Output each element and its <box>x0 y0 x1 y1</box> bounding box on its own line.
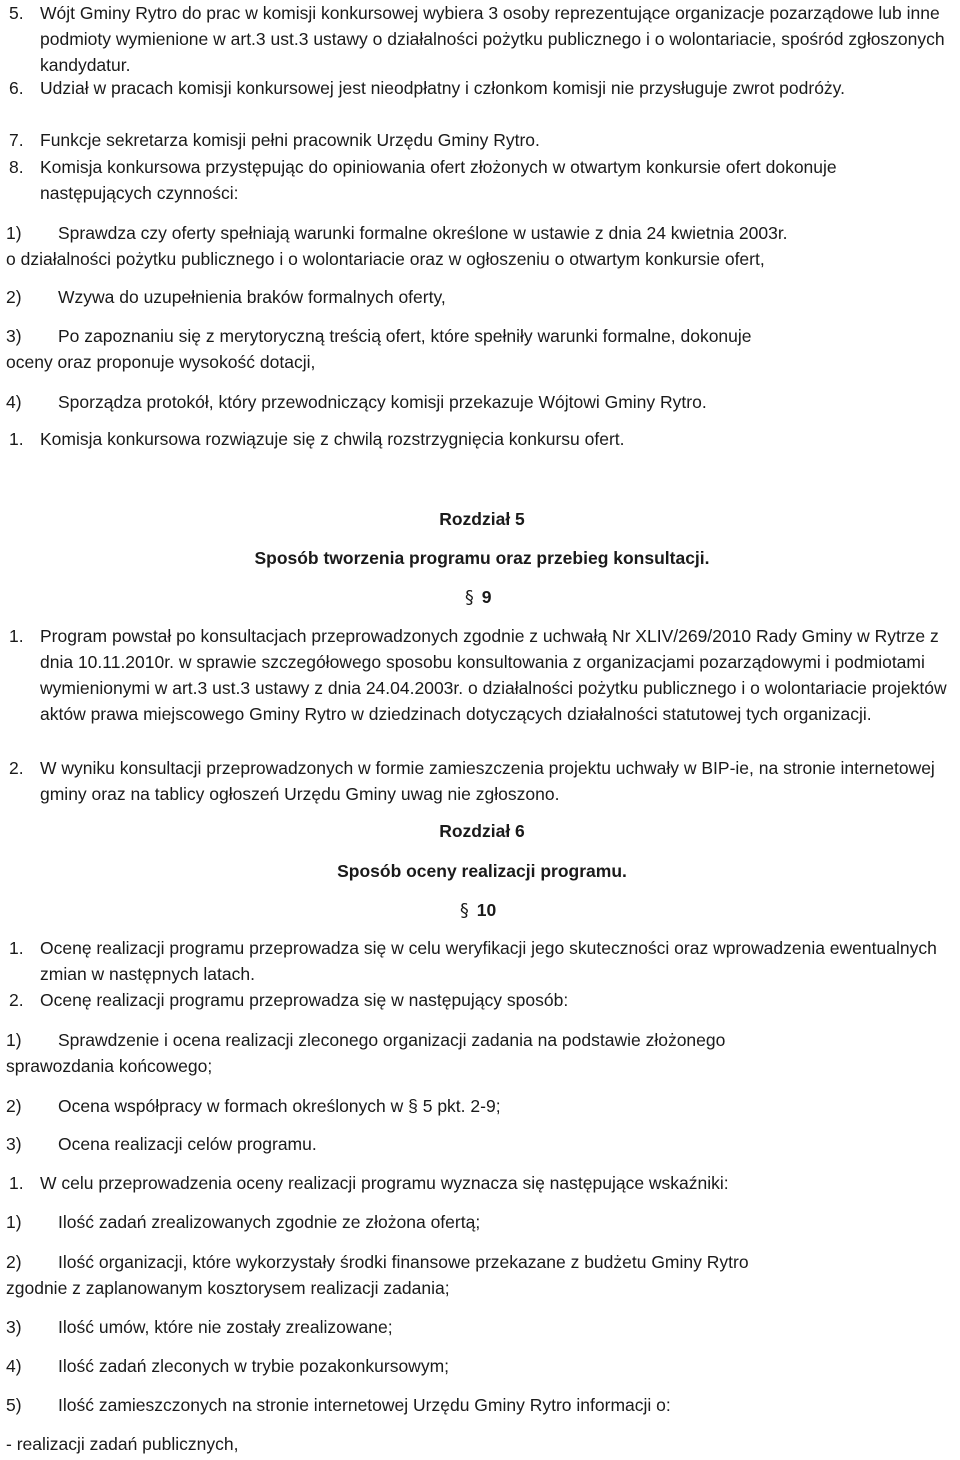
item-number: 5) <box>6 1395 22 1415</box>
item-text: Komisja konkursowa rozwiązuje się z chwilą rozstrzygnięcia konkursu ofert. <box>40 429 625 449</box>
item-number: 3) <box>6 1317 22 1337</box>
item-text-continuation: zgodnie z zaplanowanym kosztorysem realizacji zadania; <box>6 1278 450 1298</box>
item-text: Ilość organizacji, które wykorzystały środki finansowe przekazane z budżetu Gminy Rytro <box>58 1252 749 1272</box>
item-text: Wójt Gminy Rytro do prac w komisji konkursowej wybiera 3 osoby reprezentujące organizacje pozarządowe lub inne podmioty wymienione w art.3 ust.3 ustawy o działalności pożytku publicznego i o wolontariacie, spośród zgłoszonych kandydatur. <box>40 3 945 75</box>
item-text-continuation: sprawozdania końcowego; <box>6 1056 213 1076</box>
item-text: Ilość zadań zrealizowanych zgodnie ze złożona ofertą; <box>58 1212 481 1232</box>
section-symbol: § <box>460 901 469 921</box>
item-number: 8. <box>9 157 24 177</box>
item-number: 1. <box>9 429 24 449</box>
item-text: Sporządza protokół, który przewodniczący komisji przekazuje Wójtowi Gminy Rytro. <box>58 392 707 412</box>
item-text: Ilość zamieszczonych na stronie internetowej Urzędu Gminy Rytro informacji o: <box>58 1395 671 1415</box>
item-number: 2. <box>9 758 24 778</box>
chapter-6-heading: Rozdział 6 <box>439 821 525 841</box>
item-number: 2) <box>6 1096 22 1116</box>
item-number: 3) <box>6 326 22 346</box>
item-text-continuation: oceny oraz proponuje wysokość dotacji, <box>6 352 316 372</box>
section-10-marker <box>460 897 496 924</box>
item-number: 6. <box>9 78 24 98</box>
item-text: Ocenę realizacji programu przeprowadza się w następujący sposób: <box>40 990 569 1010</box>
item-number: 1) <box>6 223 22 243</box>
section-symbol: § <box>465 588 474 608</box>
item-number: 1) <box>6 1030 22 1050</box>
item-text: Ilość zadań zleconych w trybie pozakonkursowym; <box>58 1356 450 1376</box>
item-text: W wyniku konsultacji przeprowadzonych w formie zamieszczenia projektu uchwały w BIP-ie, na stronie internetowej gminy oraz na tablicy ogłoszeń Urzędu Gminy uwag nie zgłoszono. <box>40 758 935 804</box>
item-text: Po zapoznaniu się z merytoryczną treścią ofert, które spełniły warunki formalne, dokonuje <box>58 326 752 346</box>
chapter-5-heading: Rozdział 5 <box>439 509 525 529</box>
bullet-text: - realizacji zadań publicznych, <box>6 1434 239 1454</box>
item-number: 3) <box>6 1134 22 1154</box>
item-text: Komisja konkursowa przystępując do opiniowania ofert złożonych w otwartym konkursie ofert dokonuje następujących czynności: <box>40 157 837 203</box>
item-text: Udział w pracach komisji konkursowej jest nieodpłatny i członkom komisji nie przysługuje zwrot podróży. <box>40 78 845 98</box>
item-number: 7. <box>9 130 24 150</box>
section-9-marker <box>465 584 491 611</box>
item-text: W celu przeprowadzenia oceny realizacji programu wyznacza się następujące wskaźniki: <box>40 1173 729 1193</box>
item-number: 1. <box>9 626 24 646</box>
section-number: 9 <box>481 587 492 607</box>
item-text: Wzywa do uzupełnienia braków formalnych oferty, <box>58 287 446 307</box>
item-number: 2. <box>9 990 24 1010</box>
item-number: 1. <box>9 938 24 958</box>
item-text: Ocena realizacji celów programu. <box>58 1134 317 1154</box>
item-number: 2) <box>6 287 22 307</box>
item-number: 1) <box>6 1212 22 1232</box>
chapter-6-title: Sposób oceny realizacji programu. <box>337 861 627 881</box>
item-text: Sprawdza czy oferty spełniają warunki formalne określone w ustawie z dnia 24 kwietnia 2003r. <box>58 223 788 243</box>
section-number: 10 <box>476 900 497 920</box>
item-text: Ocenę realizacji programu przeprowadza się w celu weryfikacji jego skuteczności oraz wprowadzenia ewentualnych zmian w następnych latach. <box>40 938 937 984</box>
item-text: Program powstał po konsultacjach przeprowadzonych zgodnie z uchwałą Nr XLIV/269/2010 Rady Gminy w Rytrze z dnia 10.11.2010r. w sprawie szczegółowego sposobu konsultowania z organizacjami pozarządowymi i podmiotami wymienionymi w art.3 ust.3 ustawy z dnia 24.04.2003r. o działalności pożytku publicznego i o wolontariacie projektów aktów prawa miejscowego Gminy Rytro w dziedzinach dotyczących działalności statutowej tych organizacji. <box>40 626 947 724</box>
chapter-5-title: Sposób tworzenia programu oraz przebieg konsultacji. <box>254 548 710 568</box>
item-text: Sprawdzenie i ocena realizacji zleconego organizacji zadania na podstawie złożonego <box>58 1030 726 1050</box>
item-text: Funkcje sekretarza komisji pełni pracownik Urzędu Gminy Rytro. <box>40 130 540 150</box>
item-number: 1. <box>9 1173 24 1193</box>
item-number: 5. <box>9 3 24 23</box>
item-number: 4) <box>6 1356 22 1376</box>
item-number: 4) <box>6 392 22 412</box>
item-text: Ilość umów, które nie zostały zrealizowane; <box>58 1317 393 1337</box>
item-text-continuation: o działalności pożytku publicznego i o wolontariacie oraz w ogłoszeniu o otwartym konkursie ofert, <box>6 249 765 269</box>
item-text: Ocena współpracy w formach określonych w § 5 pkt. 2-9; <box>58 1096 501 1116</box>
item-number: 2) <box>6 1252 22 1272</box>
